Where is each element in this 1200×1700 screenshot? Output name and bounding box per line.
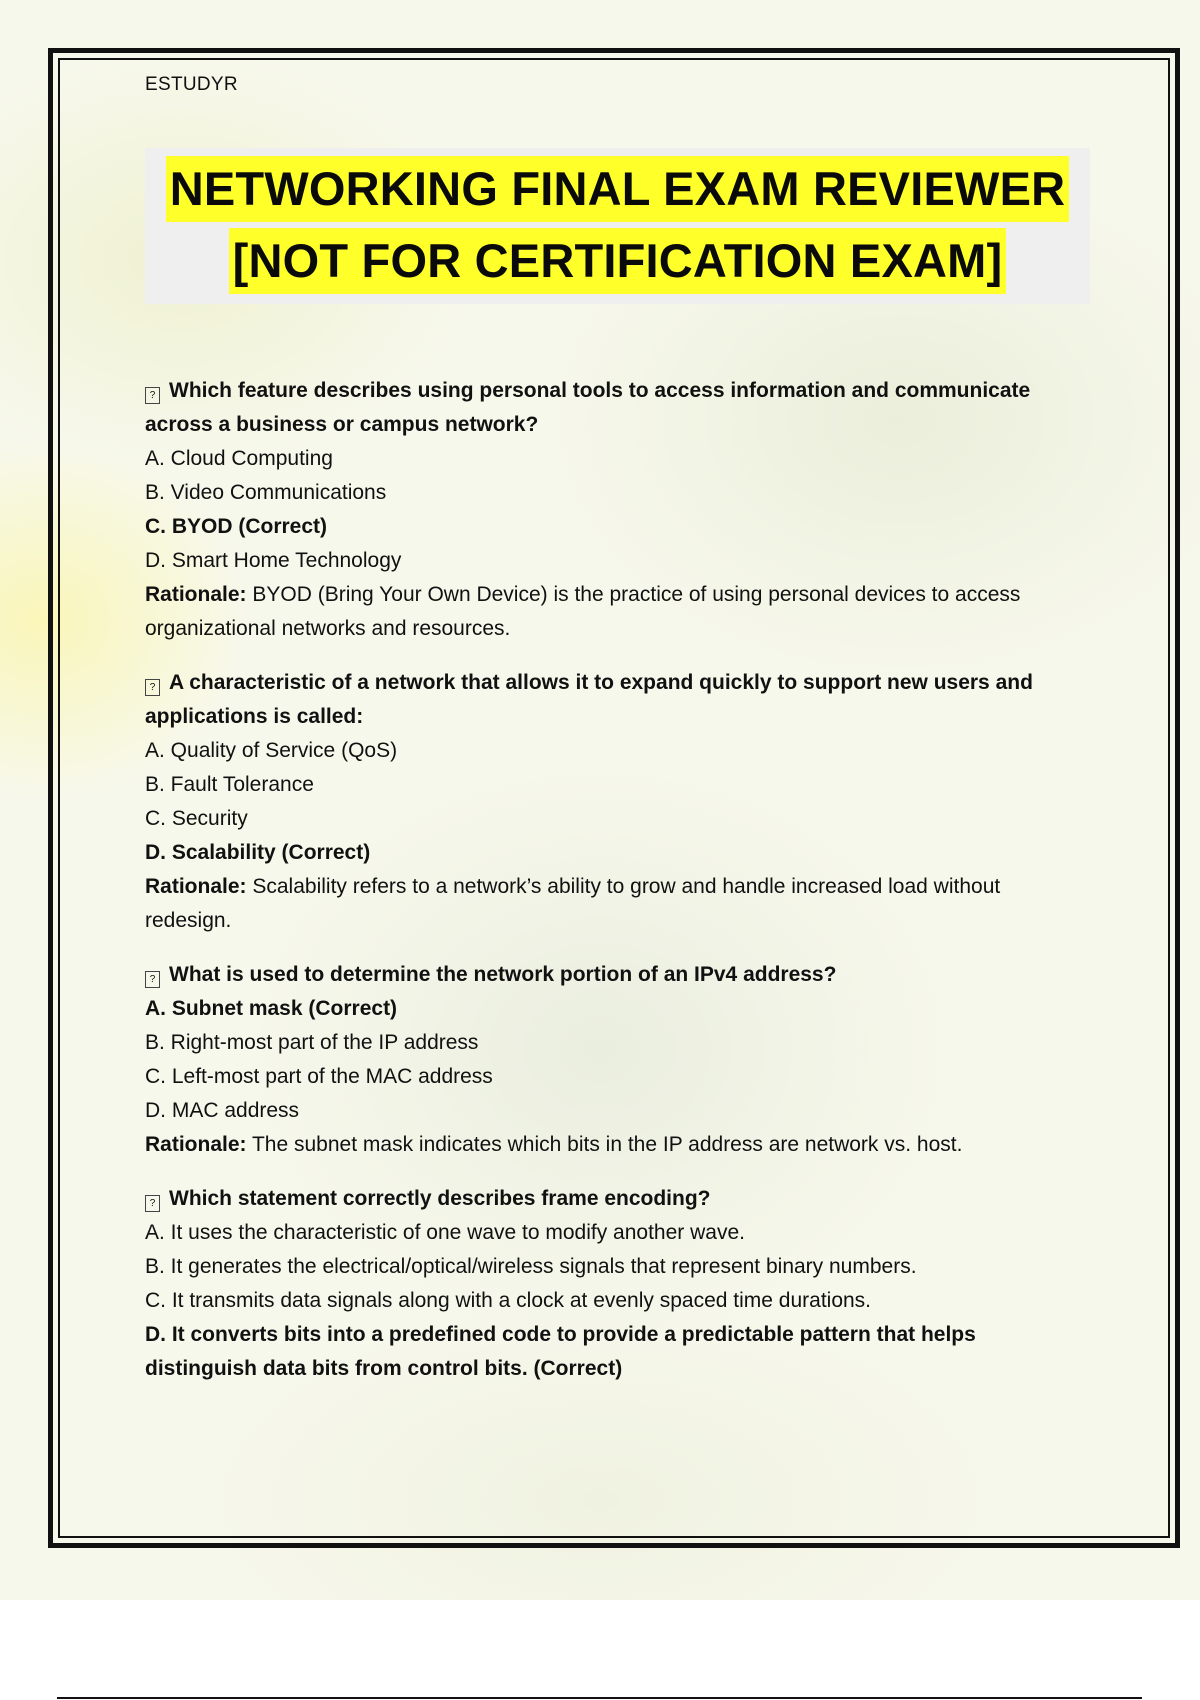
answer-option: A. Quality of Service (QoS) [145, 739, 398, 762]
answer-option: D. Smart Home Technology [145, 549, 402, 572]
answer-option: C. It transmits data signals along with a clock at evenly spaced time durations. [145, 1289, 872, 1312]
answer-option: A. Cloud Computing [145, 447, 333, 470]
rationale-text: The subnet mask indicates which bits in the IP address are network vs. host. [251, 1133, 963, 1156]
rationale-label: Rationale: [145, 583, 247, 606]
question-list [145, 374, 1085, 1386]
rationale [145, 870, 1085, 938]
question-item [145, 374, 1085, 646]
document-content [145, 72, 1085, 1406]
unknown-glyph-icon: ? [145, 1195, 160, 1212]
question-text [145, 374, 1085, 442]
answer-option-correct: C. BYOD (Correct) [145, 515, 328, 538]
title-block [145, 148, 1090, 304]
answer-option-correct: D. It converts bits into a predefined code to provide a predictable pattern that helps distinguish data bits from control bits. (Correct) [145, 1323, 976, 1380]
rationale-label: Rationale: [145, 875, 247, 898]
answer-option: B. Video Communications [145, 481, 387, 504]
title-line-2: [NOT FOR CERTIFICATION EXAM] [229, 228, 1007, 294]
answer-option: C. Left-most part of the MAC address [145, 1065, 493, 1088]
question-text [145, 666, 1085, 734]
question-item [145, 1182, 1085, 1386]
rationale-label: Rationale: [145, 1133, 247, 1156]
unknown-glyph-icon: ? [145, 971, 160, 988]
rationale [145, 1128, 1085, 1162]
question-item [145, 958, 1085, 1162]
question-text [145, 958, 1085, 992]
question-item [145, 666, 1085, 938]
question-label: What is used to determine the network portion of an IPv4 address? [169, 963, 837, 986]
answer-option: D. MAC address [145, 1099, 300, 1122]
question-text [145, 1182, 1085, 1216]
brand-label: ESTUDYR [145, 74, 238, 95]
question-label: A characteristic of a network that allows it to expand quickly to support new users and applications is called: [145, 671, 1033, 728]
rationale-text: BYOD (Bring Your Own Device) is the practice of using personal devices to access organizational networks and resources. [145, 583, 1021, 640]
title-line-1: NETWORKING FINAL EXAM REVIEWER [166, 156, 1070, 222]
answer-option-correct: A. Subnet mask (Correct) [145, 997, 398, 1020]
rationale-text: Scalability refers to a network’s ability to grow and handle increased load without redesign. [145, 875, 1001, 932]
unknown-glyph-icon: ? [145, 679, 160, 696]
footer-rule [57, 1697, 1142, 1699]
answer-option-correct: D. Scalability (Correct) [145, 841, 371, 864]
rationale [145, 578, 1085, 646]
question-label: Which statement correctly describes frame encoding? [169, 1187, 711, 1210]
answer-option: B. It generates the electrical/optical/wireless signals that represent binary numbers. [145, 1255, 917, 1278]
unknown-glyph-icon: ? [145, 387, 160, 404]
answer-option: C. Security [145, 807, 248, 830]
answer-option: B. Right-most part of the IP address [145, 1031, 479, 1054]
answer-option: B. Fault Tolerance [145, 773, 314, 796]
answer-option: A. It uses the characteristic of one wave to modify another wave. [145, 1221, 745, 1244]
question-label: Which feature describes using personal tools to access information and communicate across a business or campus network? [145, 379, 1031, 436]
